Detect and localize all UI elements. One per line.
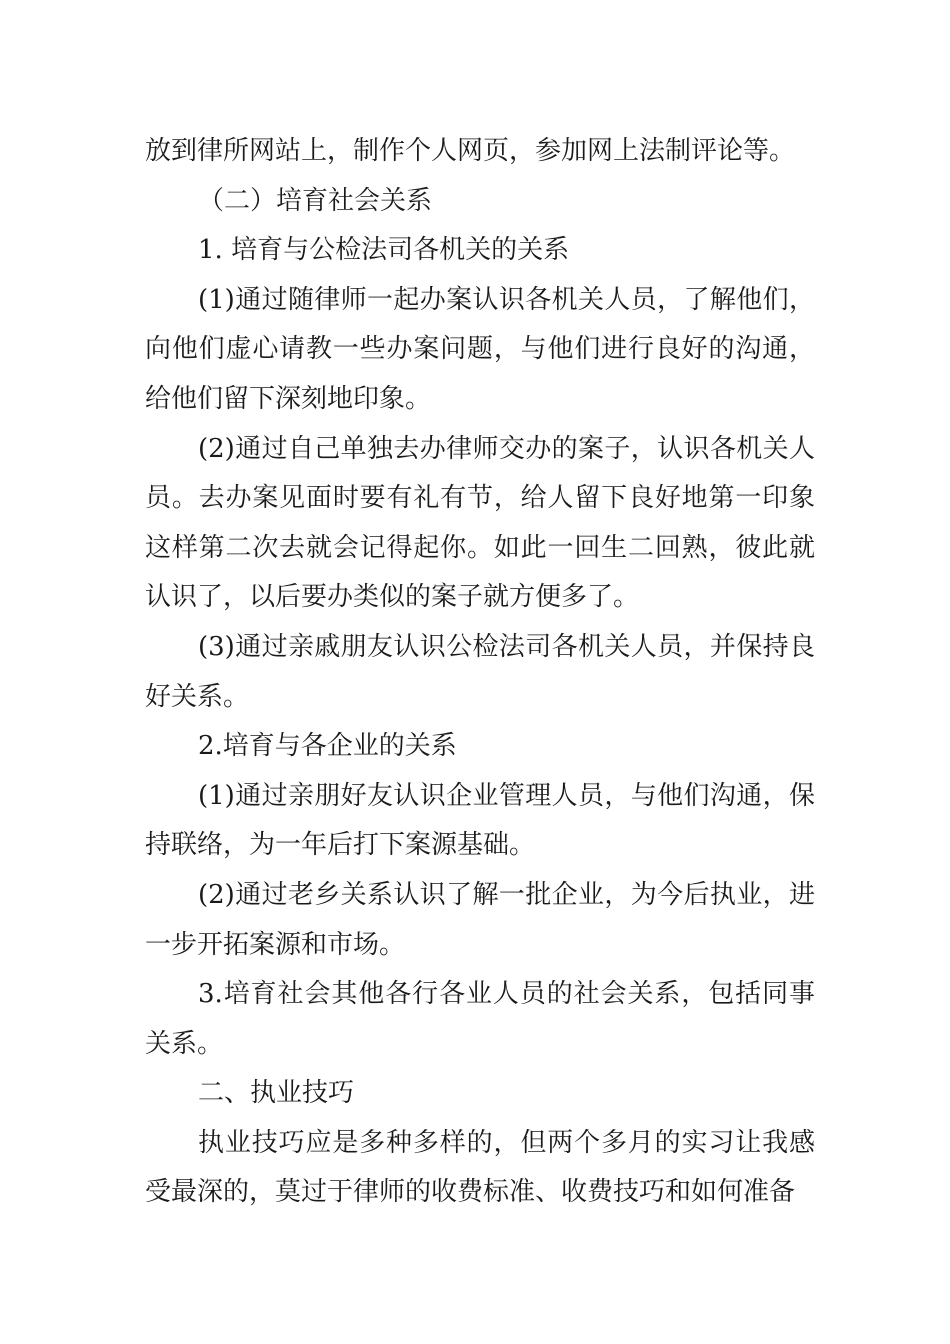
subheading-judicial-relations: 1. 培育与公检法司各机关的关系 [198,235,570,266]
section-heading-social-relations: （二）培育社会关系 [198,185,433,216]
paragraph-item-2-1: (1)通过亲朋好友认识企业管理人员，与他们沟通，保持联络，为一年后打下案源基础。 [145,780,815,861]
paragraph-item-2-2: (2)通过老乡关系认识了解一批企业，为今后执业，进一步开拓案源和市场。 [145,879,815,960]
paragraph-item-1-3: (3)通过亲戚朋友认识公检法司各机关人员，并保持良好关系。 [145,631,815,712]
paragraph-item-3: 3.培育社会其他各行各业人员的社会关系，包括同事关系。 [145,979,815,1059]
document-body [145,127,815,1218]
paragraph-continuation: 放到律所网站上，制作个人网页，参加网上法制评论等。 [145,136,796,166]
paragraph-practice-skills: 执业技巧应是多种多样的，但两个多月的实习让我感受最深的，莫过于律师的收费标准、收费技巧和如何准备 [145,1127,815,1208]
paragraph-item-1-2: (2)通过自己单独去办律师交办的案子，认识各机关人员。去办案见面时要有礼有节，给人留下良好地第一印象这样第二次去就会记得起你。如此一回生二回熟，彼此就认识了，以后要办类似的案子就方便多了。 [145,433,815,613]
section-heading-practice-skills: 二、执业技巧 [198,1078,355,1109]
paragraph-item-1-1: (1)通过随律师一起办案认识各机关人员，了解他们，向他们虚心请教一些办案问题，与他们进行良好的沟通，给他们留下深刻地印象。 [145,284,815,414]
subheading-enterprise-relations: 2.培育与各企业的关系 [198,731,457,762]
